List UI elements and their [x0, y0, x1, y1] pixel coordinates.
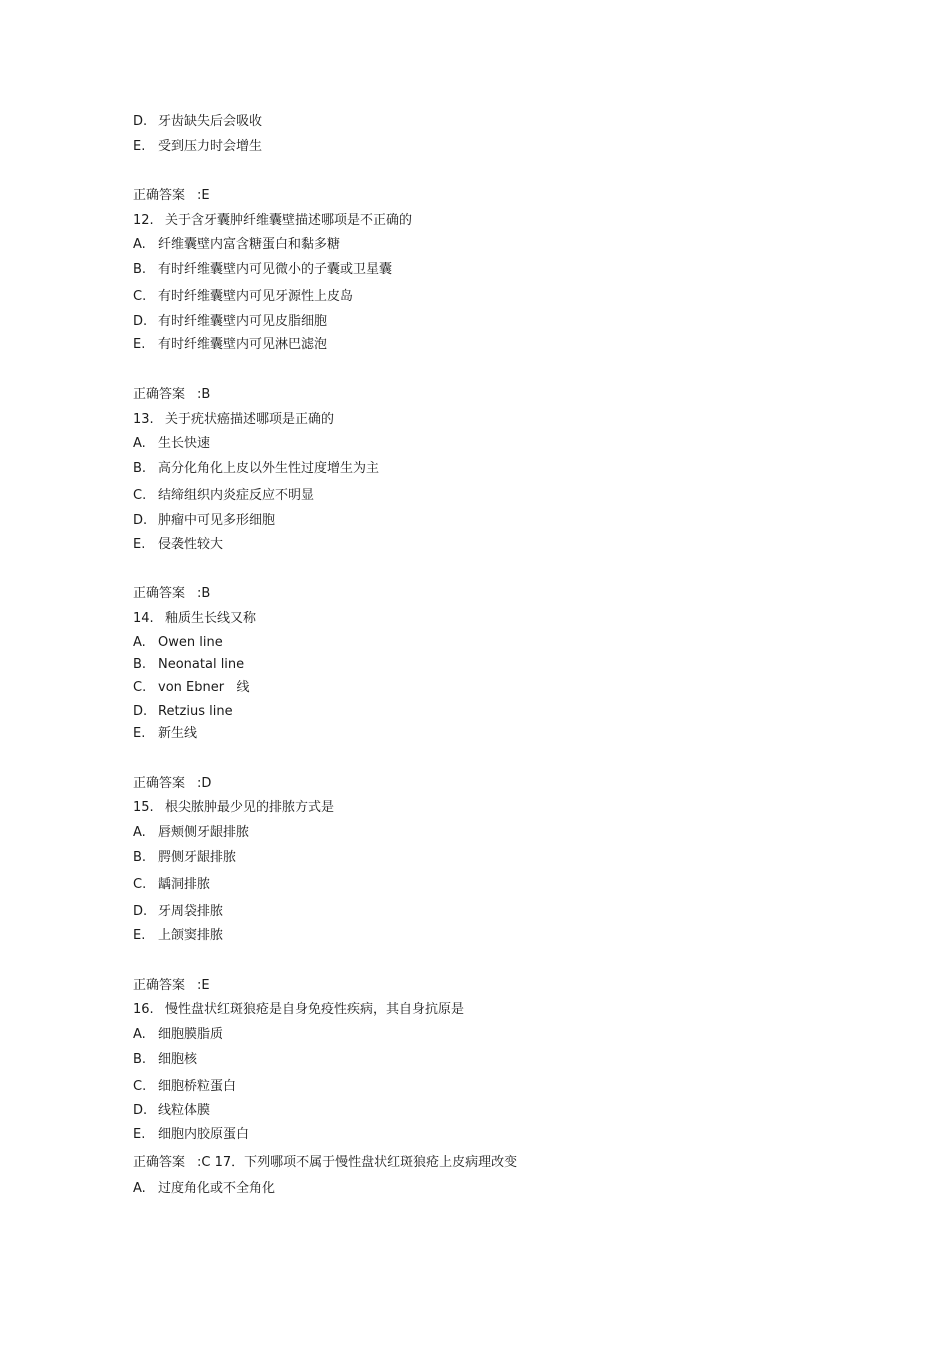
- option-d: [133, 902, 223, 922]
- question-number: 13.: [133, 412, 154, 427]
- answer-label: 正确答案: [133, 978, 186, 993]
- option-text: 肿瘤中可见多形细胞: [158, 513, 276, 528]
- answer-line: [133, 584, 210, 604]
- option-letter: A.: [133, 1181, 146, 1196]
- option-text: Retzius line: [158, 704, 233, 719]
- option-c: [133, 678, 249, 698]
- option-letter: C.: [133, 1079, 147, 1094]
- option-letter: E.: [133, 928, 146, 943]
- question-number: 15.: [133, 800, 154, 815]
- option-c: [133, 875, 210, 895]
- option-c: [133, 1077, 236, 1097]
- answer-value: :E: [197, 978, 210, 993]
- option-letter: D.: [133, 704, 148, 719]
- question-12: [133, 211, 412, 231]
- option-a: [133, 1179, 275, 1199]
- answer-label: 正确答案: [133, 1155, 186, 1170]
- question-text: 根尖脓肿最少见的排脓方式是: [165, 800, 335, 815]
- option-letter: A.: [133, 825, 146, 840]
- option-d: [133, 112, 262, 132]
- option-e: [133, 535, 223, 555]
- option-b: [133, 459, 379, 479]
- option-text: 有时纤维囊壁内可见皮脂细胞: [158, 314, 328, 329]
- option-text: 牙齿缺失后会吸收: [158, 114, 263, 129]
- option-text: 纤维囊壁内富含糖蛋白和黏多糖: [158, 237, 341, 252]
- option-e: [133, 926, 223, 946]
- answer-value: :B: [197, 586, 211, 601]
- question-text: 慢性盘状红斑狼疮是自身免疫性疾病，其自身抗原是: [165, 1002, 465, 1017]
- option-letter: E.: [133, 1127, 146, 1142]
- option-letter: D.: [133, 314, 148, 329]
- option-text: von Ebner 线: [158, 680, 250, 695]
- option-letter: C.: [133, 289, 147, 304]
- option-c: [133, 486, 314, 506]
- option-letter: D.: [133, 904, 148, 919]
- question-text: 关于疣状癌描述哪项是正确的: [165, 412, 335, 427]
- option-b: [133, 1050, 197, 1070]
- option-text: 牙周袋排脓: [158, 904, 224, 919]
- question-text: 关于含牙囊肿纤维囊壁描述哪项是不正确的: [165, 213, 413, 228]
- option-letter: B.: [133, 461, 147, 476]
- answer-value: :B: [197, 387, 211, 402]
- option-letter: C.: [133, 680, 147, 695]
- option-letter: B.: [133, 657, 147, 672]
- option-text: 生长快速: [158, 436, 211, 451]
- option-letter: A.: [133, 436, 146, 451]
- option-a: [133, 633, 223, 653]
- option-text: 细胞桥粒蛋白: [158, 1079, 237, 1094]
- option-text: 细胞内胶原蛋白: [158, 1127, 250, 1142]
- option-b: [133, 848, 236, 868]
- option-text: 结缔组织内炎症反应不明显: [158, 488, 315, 503]
- option-d: [133, 702, 233, 722]
- question-number: 16.: [133, 1002, 154, 1017]
- answer-value: :C 17．下列哪项不属于慢性盘状红斑狼疮上皮病理改变: [197, 1155, 518, 1170]
- option-text: 龋洞排脓: [158, 877, 211, 892]
- option-text: 细胞核: [158, 1052, 198, 1067]
- option-d: [133, 312, 327, 332]
- question-14: [133, 609, 256, 629]
- answer-line: [133, 976, 210, 996]
- option-e: [133, 137, 262, 157]
- answer-label: 正确答案: [133, 387, 186, 402]
- option-letter: D.: [133, 114, 148, 129]
- option-letter: D.: [133, 1103, 148, 1118]
- question-number: 12.: [133, 213, 154, 228]
- option-text: 唇颊侧牙龈排脓: [158, 825, 250, 840]
- option-b: [133, 260, 392, 280]
- option-letter: A.: [133, 237, 146, 252]
- option-text: 有时纤维囊壁内可见淋巴滤泡: [158, 337, 328, 352]
- option-letter: D.: [133, 513, 148, 528]
- option-letter: B.: [133, 262, 147, 277]
- answer-label: 正确答案: [133, 586, 186, 601]
- option-a: [133, 235, 340, 255]
- answer-line: [133, 774, 211, 794]
- option-letter: C.: [133, 488, 147, 503]
- option-text: 受到压力时会增生: [158, 139, 263, 154]
- option-a: [133, 1025, 223, 1045]
- option-d: [133, 511, 275, 531]
- option-text: 上颌窦排脓: [158, 928, 224, 943]
- option-text: 线粒体膜: [158, 1103, 211, 1118]
- answer-line: [133, 186, 210, 206]
- option-letter: C.: [133, 877, 147, 892]
- option-text: 有时纤维囊壁内可见牙源性上皮岛: [158, 289, 354, 304]
- option-text: 腭侧牙龈排脓: [158, 850, 237, 865]
- option-d: [133, 1101, 210, 1121]
- answer-label: 正确答案: [133, 188, 186, 203]
- option-letter: B.: [133, 1052, 147, 1067]
- question-16: [133, 1000, 464, 1020]
- option-letter: A.: [133, 635, 146, 650]
- option-text: 高分化角化上皮以外生性过度增生为主: [158, 461, 380, 476]
- option-text: 新生线: [158, 726, 198, 741]
- option-text: 细胞膜脂质: [158, 1027, 224, 1042]
- option-c: [133, 287, 353, 307]
- option-text: 有时纤维囊壁内可见微小的子囊或卫星囊: [158, 262, 393, 277]
- option-a: [133, 434, 210, 454]
- option-text: Owen line: [158, 635, 223, 650]
- question-15: [133, 798, 334, 818]
- option-text: 过度角化或不全角化: [158, 1181, 276, 1196]
- option-a: [133, 823, 249, 843]
- option-b: [133, 655, 244, 675]
- answer-value: :D: [197, 776, 212, 791]
- option-letter: E.: [133, 726, 146, 741]
- option-letter: B.: [133, 850, 147, 865]
- option-letter: A.: [133, 1027, 146, 1042]
- question-13: [133, 410, 334, 430]
- answer-line: [133, 385, 210, 405]
- option-e: [133, 1125, 249, 1145]
- option-e: [133, 335, 327, 355]
- option-letter: E.: [133, 537, 146, 552]
- option-letter: E.: [133, 337, 146, 352]
- option-text: Neonatal line: [158, 657, 245, 672]
- question-number: 14.: [133, 611, 154, 626]
- option-text: 侵袭性较大: [158, 537, 224, 552]
- answer-label: 正确答案: [133, 776, 186, 791]
- question-text: 釉质生长线又称: [165, 611, 257, 626]
- answer-line: [133, 1153, 517, 1173]
- option-letter: E.: [133, 139, 146, 154]
- option-e: [133, 724, 197, 744]
- answer-value: :E: [197, 188, 210, 203]
